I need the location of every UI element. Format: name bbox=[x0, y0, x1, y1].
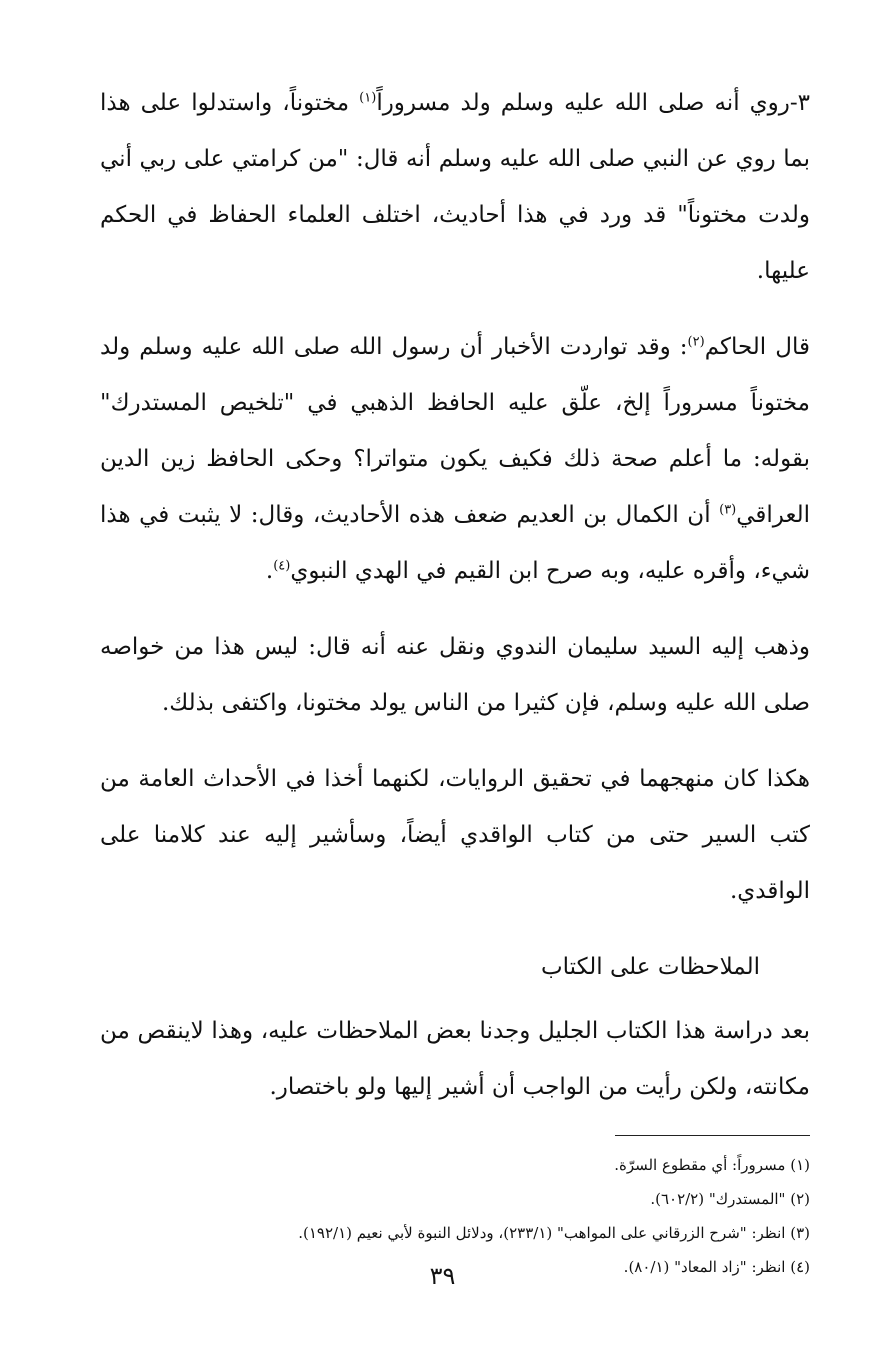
paragraph-closing: بعد دراسة هذا الكتاب الجليل وجدنا بعض الملاحظات عليه، وهذا لاينقص من مكانته، ولكن رأيت من الواجب أن أشير إليها ولو باختصار. bbox=[100, 1018, 810, 1100]
page-number: ٣٩ bbox=[429, 1262, 456, 1290]
footnote-2: (٢) "المستدرك" (٦٠٢/٢). bbox=[650, 1190, 810, 1208]
page-content bbox=[100, 75, 810, 1284]
paragraph-text: ٣-روي أنه صلى الله عليه وسلم ولد مسروراً bbox=[376, 90, 810, 116]
section-heading: الملاحظات على الكتاب bbox=[541, 954, 760, 980]
paragraph-hakim-quote bbox=[100, 319, 810, 599]
paragraph-text: قال الحاكم bbox=[704, 334, 810, 360]
footnote-1: (١) مسروراً: أي مقطوع السرّة. bbox=[614, 1156, 810, 1174]
paragraph-text: : وقد تواردت الأخبار أن رسول الله صلى الله عليه وسلم ولد مختوناً مسروراً إلخ، علّق عليه الحافظ الذهبي في "تلخيص المستدرك" بقوله: ما أعلم صحة ذلك فكيف يكون متواترا؟ وحكى الحافظ زين الدين العراقي bbox=[100, 334, 810, 528]
paragraph-text: هكذا كان منهجهما في تحقيق الروايات، لكنهما أخذا في الأحداث العامة من كتب السير حتى من كتاب الواقدي أيضاً، وسأشير إليه عند كلامنا على الواقدي. bbox=[100, 766, 810, 904]
footnote-separator bbox=[615, 1135, 810, 1136]
paragraph-text: . bbox=[265, 558, 274, 584]
paragraph-text: مختوناً، واستدلوا على هذا بما روي عن النبي صلى الله عليه وسلم أنه قال: "من كرامتي على ربي أني ولدت مختوناً" قد ورد في هذا أحاديث، اختلف العلماء الحفاظ في الحكم عليها. bbox=[100, 90, 810, 284]
footnote-4: (٤) انظر: "زاد المعاد" (٨٠/١). bbox=[623, 1258, 810, 1276]
footnote-3: (٣) انظر: "شرح الزرقاني على المواهب" (٢٣٣/١)، ودلائل النبوة لأبي نعيم (١٩٢/١). bbox=[298, 1224, 810, 1242]
paragraph-methodology bbox=[100, 751, 810, 919]
footnote-marker-4: (٤) bbox=[273, 558, 291, 574]
paragraph-born-circumcised bbox=[100, 75, 810, 299]
footnote-marker-3: (٣) bbox=[719, 502, 737, 518]
paragraph-nadwi bbox=[100, 619, 810, 731]
footnote-marker-1: (١) bbox=[359, 90, 377, 106]
footnote-marker-2: (٢) bbox=[687, 334, 705, 350]
paragraph-text: وذهب إليه السيد سليمان الندوي ونقل عنه أنه قال: ليس هذا من خواصه صلى الله عليه وسلم، فإن كثيرا من الناس يولد مختونا، واكتفى بذلك. bbox=[100, 634, 810, 716]
paragraph-text: أن الكمال بن العديم ضعف هذه الأحاديث، وقال: لا يثبت في هذا شيء، وأقره عليه، وبه صرح ابن القيم في الهدي النبوي bbox=[100, 502, 810, 584]
